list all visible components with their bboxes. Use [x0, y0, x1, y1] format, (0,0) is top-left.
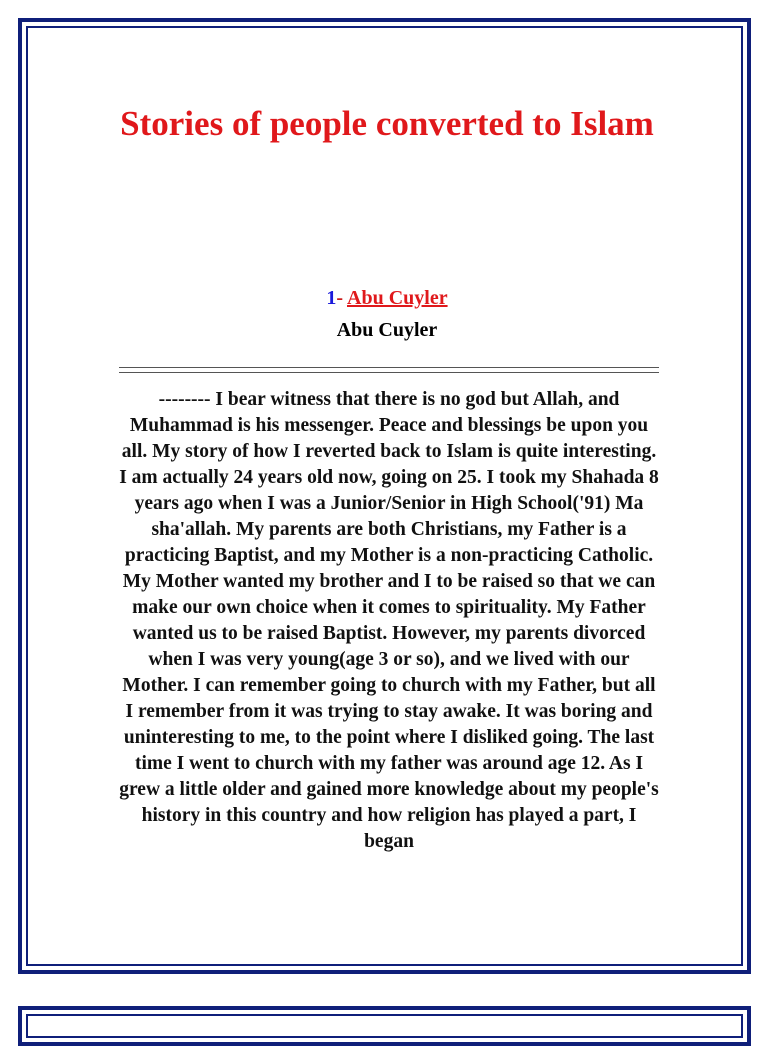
story-author: Abu Cuyler — [336, 319, 438, 341]
page-title: Stories of people converted to Islam — [120, 104, 654, 143]
page-frame — [18, 18, 751, 974]
story-title-link[interactable]: Abu Cuyler — [347, 287, 448, 309]
story-body — [118, 387, 660, 855]
next-page-frame-inner-border — [26, 1014, 743, 1038]
next-page-frame — [18, 1006, 751, 1046]
story-heading — [112, 286, 662, 310]
story-text: I bear witness that there is no god but Allah, and Muhammad is his messenger. Peace and blessings be upon you all. My story of how I reverted back to Islam is quite interesting. I am actually 24 years old now, going on 25. I took my Shahada 8 years ago when I was a Junior/Senior in High School('91) Ma sha'allah. My parents are both Christians, my Father is a practicing Baptist, and my Mother is a non-practicing Catholic. My Mother wanted my brother and I to be raised so that we can make our own choice when it comes to spirituality. My Father wanted us to be raised Baptist. However, my parents divorced when I was very young(age 3 or so), and we lived with our Mother. I can remember going to church with my Father, but all I remember from it was trying to stay awake. It was boring and uninteresting to me, to the point where I disliked going. The last time I went to church with my father was around age 12. As I grew a little older and gained more knowledge about my people's history in this country and how religion has played a part, I began — [119, 389, 659, 852]
story-number: 1 — [326, 287, 337, 309]
story-number-separator: - — [336, 287, 344, 309]
horizontal-rule — [119, 367, 659, 373]
lead-dashes: -------- — [158, 389, 211, 410]
